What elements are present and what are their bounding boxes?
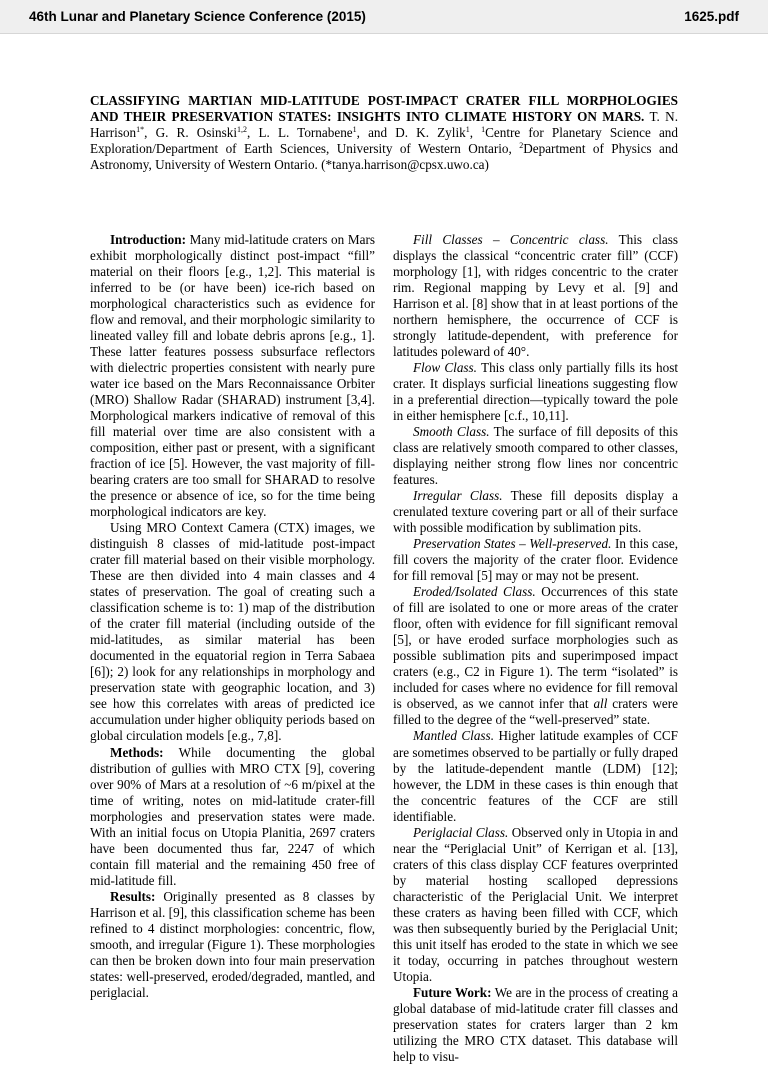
paragraph <box>393 825 678 985</box>
paragraph <box>393 360 678 424</box>
left-column <box>90 232 375 1001</box>
paper-title: CLASSIFYING MARTIAN MID-LATITUDE POST-IMPACT CRATER FILL MORPHOLOGIES AND THEIR PRESERVATION STATES: INSIGHTS INTO CLIMATE HISTORY ON MARS. <box>90 93 678 124</box>
subsection-heading: Irregular Class. <box>413 488 503 504</box>
paragraph-text: Using MRO Context Camera (CTX) images, we distinguish 8 classes of mid-latitude post-impact crater fill material based on their visible morphology. These are then divided into 4 main classes and 4 states of preservation. The goal of creating such a classification scheme is to: 1) map of the distribution of the crater fill material (including outside of the mid-latitudes, as similar material has been documented in the equatorial region in Terra Sabaea [6]); 2) look for any relationships in morphology and preservation state with geographic location, and 3) see how this correlates with areas of predicted ice accumulation under higher obliquity periods based on global circulation models [e.g., 7,8]. <box>90 520 375 744</box>
paragraph-text: In this case, fill covers the majority of the crater floor. Evidence for fill removal [5] may or may not be present. <box>393 536 678 584</box>
affiliation-sup: 1 <box>481 125 486 134</box>
paragraph <box>393 728 678 824</box>
paragraph <box>393 488 678 536</box>
subsection-heading: Smooth Class. <box>413 424 490 440</box>
paragraph <box>393 232 678 360</box>
paragraph-text: Higher latitude examples of CCF are sometimes observed to be partially or fully draped by the latitude-dependent mantle (LDM) [12]; however, the LDM in these cases is thin enough that the concentric features of the CCF are still identifiable. <box>393 728 679 824</box>
paragraph-text: These fill deposits display a crenulated texture covering part or all of their surface with possible modification by sublimation pits. <box>393 488 678 536</box>
paragraph <box>393 584 678 728</box>
abstract-id: 1625.pdf <box>684 9 739 24</box>
paragraph <box>90 232 375 520</box>
paragraph-text: Occurrences of this state of fill are isolated to one or more areas of the crater floor, often with evidence for fill significant removal [5], or have eroded surface morphologies such as possible sublimation pits and superimposed impact craters (e.g., C2 in Figure 1). The term “isolated” is included for cases where no evidence for fill removal is observed, as we cannot infer that <box>393 584 678 712</box>
section-heading: Results: <box>110 888 156 904</box>
author: L. L. Tornabene <box>258 125 353 140</box>
paragraph <box>393 424 678 488</box>
affiliation: Centre for Planetary Science and Exploration/Department of Earth Sciences, University of Western Ontario, <box>90 125 678 156</box>
affiliation: Department of Physics and Astronomy, University of Western Ontario. (*tanya.harrison@cpsx.uwo.ca) <box>90 141 679 172</box>
paragraph <box>90 520 375 744</box>
subsection-heading: Fill Classes – Concentric class. <box>413 232 609 247</box>
page-header <box>0 0 768 34</box>
conference-name: 46th Lunar and Planetary Science Conference (2015) <box>29 9 366 24</box>
paragraph-text: Originally presented as 8 classes by Harrison et al. [9], this classification scheme has been refined to 4 distinct morphologies: concentric, flow, smooth, and irregular (Figure 1). These morphologies can then be broken down into four main preservation states: well-preserved, eroded/degraded, mantled, and periglacial. <box>90 888 375 1000</box>
author-sup: 1,2 <box>237 125 248 134</box>
emphasis: all <box>593 696 608 712</box>
subsection-heading: Flow Class. <box>413 360 477 376</box>
subsection-heading: Preservation States – Well-preserved. <box>413 536 612 552</box>
right-column <box>393 232 678 1065</box>
affiliation-sup: 2 <box>519 141 524 150</box>
paragraph-text: Observed only in Utopia in and near the “Periglacial Unit” of Kerrigan et al. [13], craters of this class display CCF features overprinted by material hosting scalloped depressions characteristic of the Periglacial Unit. We interpret these craters as having been filled with CCF, which was then subsequently buried by the Periglacial Unit; this unit itself has eroded to the state in which we see it today, occurring in patches throughout western Utopia. <box>393 824 678 984</box>
subsection-heading: Periglacial Class. <box>413 824 509 840</box>
paragraph <box>393 536 678 584</box>
paragraph <box>90 889 375 1001</box>
author: T. N. Harrison <box>90 109 678 140</box>
paragraph-text: This class displays the classical “concentric crater fill” (CCF) morphology [1], with ridges concentric to the crater rim. Regional mapping by Levy et al. [9] and Harrison et al. [8] show that in at least portions of the northern hemisphere, the occurrence of CCF is strongly latitude-dependent, with preference for latitudes poleward of 40°. <box>393 232 678 360</box>
paragraph-text: craters were filled to the degree of the “well-preserved” state. <box>393 696 678 728</box>
subsection-heading: Eroded/Isolated Class. <box>413 584 536 600</box>
paragraph <box>393 985 678 1065</box>
section-heading: Introduction: <box>110 232 186 247</box>
author: G. R. Osinski <box>155 125 238 140</box>
paragraph <box>90 745 375 889</box>
author: and D. K. Zylik <box>368 125 466 140</box>
title-block: CLASSIFYING MARTIAN MID-LATITUDE POST-IMPACT CRATER FILL MORPHOLOGIES AND THEIR PRESERVATION STATES: INSIGHTS INTO CLIMATE HISTORY ON MARS. T. N. Harrison$^{1*}$, G. R. Osinski$^{1,2}$, L. L. Tornabene$^1$, and D. K. Zylik$^1$, $^1$Centre for Planetary Science and Exploration/Department of Earth Sciences, University of Western Ontario, $^2$Department of Physics and Astronomy, University of Western Ontario. (*tanya.harrison@cpsx.uwo.ca) <box>90 93 679 172</box>
paragraph-text: Many mid-latitude craters on Mars exhibit morphologically distinct post-impact “fill” material on their floors [e.g., 1,2]. This material is inferred to be (or have been) ice-rich based on morphological characteristics such as evidence for flow and removal, and their morphologic similarity to lineated valley fill and lobate debris aprons [e.g., 1]. These latter features possess subsurface reflectors with dielectric properties consistent with nearly pure water ice based on the Mars Reconnaissance Orbiter (MRO) Shallow Radar (SHARAD) instrument [3,4]. Morphological markers indicative of removal of this fill material over time are also consistent with a composition, either past or present, with a significant fraction of ice [5]. However, the vast majority of fill-bearing craters are too small for SHARAD to resolve the presence or absence of ice, so for the time being morphological indicators are key. <box>90 232 376 520</box>
author-sup: 1 <box>465 125 470 134</box>
section-heading: Methods: <box>110 744 164 760</box>
paragraph-text: This class only partially fills its host crater. It displays surficial lineations suggesting flow in a preferential direction—typically toward the pole in either hemisphere [c.f., 10,11]. <box>393 360 678 424</box>
paragraph-text: The surface of fill deposits of this class are relatively smooth compared to other classes, displaying neither strong flow lines nor concentric features. <box>393 424 678 488</box>
paragraph-text: We are in the process of creating a global database of mid-latitude crater fill classes and preservation states for craters larger than 2 km utilizing the MRO CTX dataset. This database will help to visu- <box>393 984 678 1064</box>
author-sup: 1* <box>136 125 145 134</box>
section-heading: Future Work: <box>413 984 492 1000</box>
author-sup: 1 <box>352 125 357 134</box>
subsection-heading: Mantled Class. <box>413 728 494 744</box>
paragraph-text: While documenting the global distribution of gullies with MRO CTX [9], covering over 90% of Mars at a resolution of ~6 m/pixel at the time of writing, notes on mid-latitude crater-fill morphologies and preservation states were made. With an initial focus on Utopia Planitia, 2697 craters have been documented thus far, 2247 of which contain fill material and the remaining 450 free of mid-latitude fill. <box>90 744 376 888</box>
